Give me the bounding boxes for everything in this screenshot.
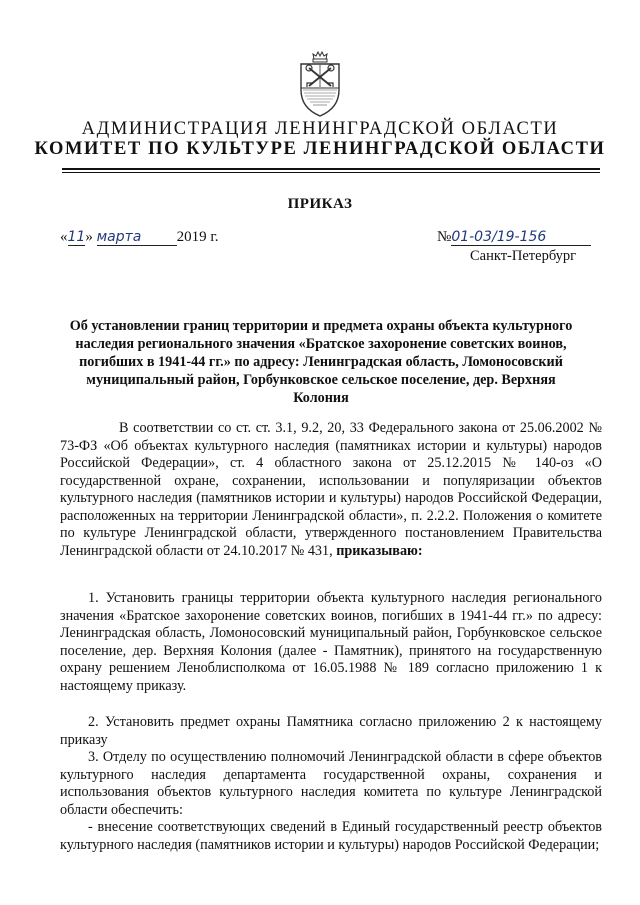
- org-name-committee: КОМИТЕТ ПО КУЛЬТУРЕ ЛЕНИНГРАДСКОЙ ОБЛАСТИ: [34, 139, 606, 159]
- preamble-text: В соответствии со ст. ст. 3.1, 9.2, 20, 33 Федерального закона от 25.06.2002 № 73-ФЗ «Об объектах культурного наследия (памятниках истории и культуры) народов Российской Федерации», ст. 4 областного закона от 25.12.2015 № 140-оз «О государственной охране, сохранении, использовании и популяризации объектов культурного наследия (памятников истории и культуры) народов Российской Федерации, расположенных на территории Ленинградской области», п. 2.2.2. Положения о комитете по культуре Ленинградской области, утвержденного постановлением Правительства Ленинградской области от 24.10.2017 № 431,: [60, 420, 602, 559]
- date-day: 11: [67, 229, 86, 245]
- number-value: 01-03/19-156: [451, 229, 591, 246]
- item-3-bullet-1-text: - внесение соответствующих сведений в Единый государственный реестр объектов культурного наследия (памятников истории и культуры) народов Российской Федерации;: [60, 819, 602, 853]
- item-2: [60, 714, 602, 749]
- item-3-text: 3. Отделу по осуществлению полномочий Ленинградской области в сфере объектов культурного наследия департамента государственной охраны, сохранения и использования объектов культурного наследия комитета по культуре Ленинградской области обеспечить:: [60, 749, 602, 818]
- order-city: Санкт-Петербург: [470, 248, 577, 264]
- document-type: ПРИКАЗ: [287, 196, 353, 212]
- item-3-bullet-1: [60, 819, 602, 854]
- item-3: [60, 749, 602, 819]
- date-month: марта: [97, 229, 177, 246]
- number-sign: №: [437, 229, 452, 245]
- date-year: 2019 г.: [176, 229, 219, 245]
- order-number: [437, 229, 591, 246]
- date-close-quote: »: [85, 229, 93, 245]
- date-open-quote: «: [60, 229, 68, 245]
- header-divider-thick: [62, 168, 600, 170]
- coat-of-arms-icon: [291, 50, 349, 118]
- preamble-paragraph: [60, 420, 602, 560]
- item-1: [60, 590, 602, 695]
- header-divider-thin: [62, 172, 600, 173]
- order-title: Об установлении границ территории и предмета охраны объекта культурного наследия регионального значения «Братское захоронение советских воинов, погибших в 1941-44 гг.» по адресу: Ленинградская область, Ломоносовский муниципальный район, Горбунковское сельское поселение, дер. Верхняя Колония: [69, 318, 573, 406]
- order-date: [60, 229, 219, 246]
- item-2-text: 2. Установить предмет охраны Памятника согласно приложению 2 к настоящему приказу: [60, 714, 602, 748]
- org-name-administration: АДМИНИСТРАЦИЯ ЛЕНИНГРАДСКОЙ ОБЛАСТИ: [81, 119, 559, 139]
- item-1-text: 1. Установить границы территории объекта культурного наследия регионального значения «Братское захоронение советских воинов, погибших в 1941-44 гг.» по адресу: Ленинградская область, Ломоносовский муниципальный район, Горбунковское сельское поселение, дер. Верхняя Колония (далее - Памятник), принятого на государственную охрану решением Леноблисполкома от 16.05.1988 № 189 согласно приложению 1 к настоящему приказу.: [60, 590, 602, 694]
- order-word: приказываю:: [336, 542, 423, 559]
